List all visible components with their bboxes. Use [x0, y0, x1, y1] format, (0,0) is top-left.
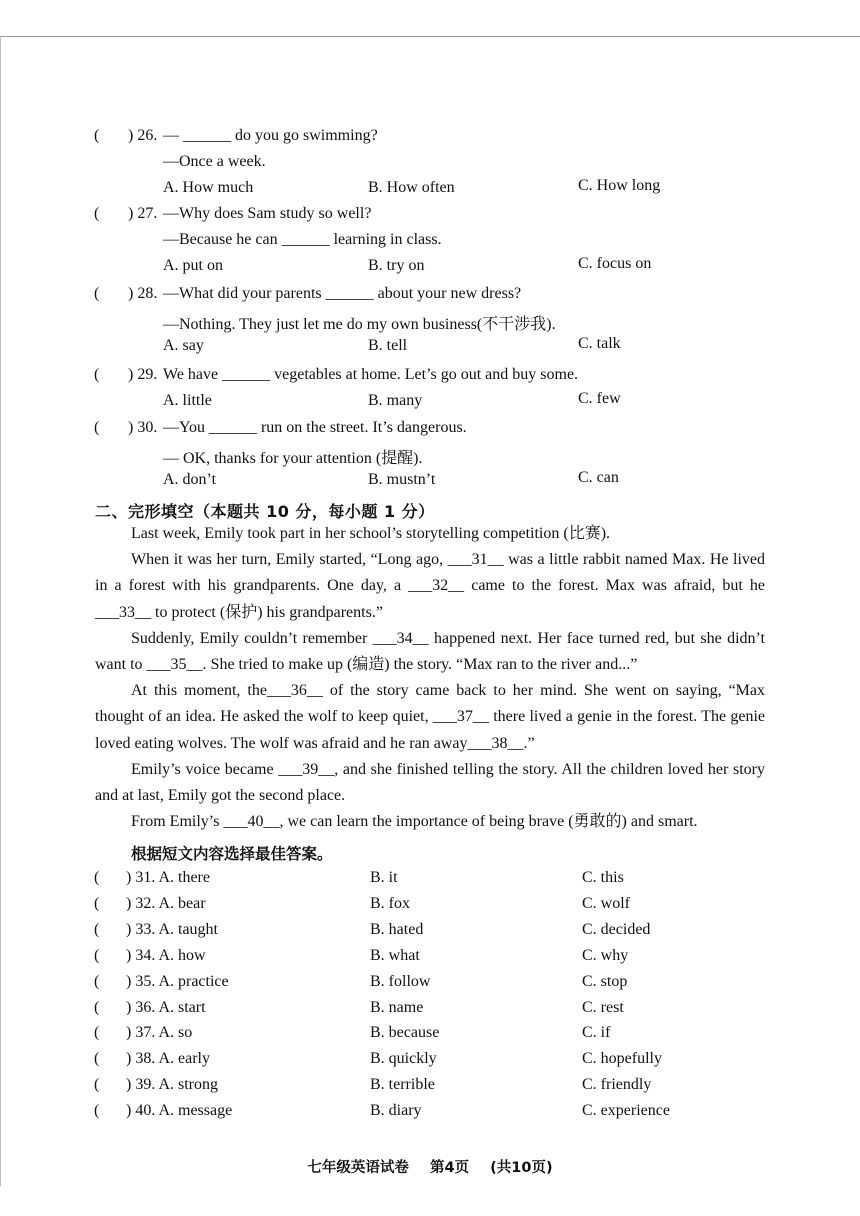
option-c: C. How long	[578, 177, 661, 194]
section-title: 二、完形填空（本题共 10 分，每小题 1 分）	[95, 502, 435, 521]
option-b: B. tell	[368, 337, 408, 354]
page-footer	[0, 1156, 860, 1177]
option-c: C. decided	[582, 921, 651, 938]
passage-paragraph: From Emily’s ___40__, we can learn the importance of being brave (勇敢的) and smart.	[131, 813, 698, 831]
option-b: B. many	[368, 392, 423, 409]
option-a: ) 37. A. so	[126, 1024, 193, 1041]
answer-bracket[interactable]: (	[94, 1076, 100, 1093]
option-a: ) 39. A. strong	[126, 1076, 218, 1093]
option-a: ) 38. A. early	[126, 1050, 210, 1067]
option-a: A. put on	[163, 257, 223, 274]
option-c: C. talk	[578, 335, 621, 352]
option-c: C. can	[578, 469, 619, 486]
option-a: ) 31. A. there	[126, 869, 210, 886]
option-a: ) 40. A. message	[126, 1102, 233, 1119]
question-response: —Because he can ______ learning in class.	[163, 231, 442, 248]
question-text: —What did your parents ______ about your new dress?	[163, 285, 522, 302]
option-c: C. if	[582, 1024, 611, 1041]
passage-paragraph: Suddenly, Emily couldn’t remember ___34__ happened next. Her face turned red, but she didn’t want to ___35__. She tried to make up (编造) the story. “Max ran to the river and...”	[95, 629, 765, 674]
option-b: B. name	[370, 999, 424, 1016]
option-c: C. hopefully	[582, 1050, 662, 1067]
answer-bracket[interactable]: (	[94, 366, 100, 383]
question-number: ) 28.	[128, 285, 158, 302]
question-text: —Why does Sam study so well?	[163, 205, 372, 222]
answer-bracket[interactable]: (	[94, 1102, 100, 1119]
question-number-value: 27	[137, 205, 154, 222]
option-b: B. it	[370, 869, 398, 886]
option-b: B. How often	[368, 179, 455, 196]
option-a: A. say	[163, 337, 204, 354]
answer-bracket[interactable]: (	[94, 127, 100, 144]
answer-bracket[interactable]: (	[94, 947, 100, 964]
question-number-value: 29	[137, 366, 154, 383]
question-number: ) 30.	[128, 419, 158, 436]
option-a: ) 32. A. bear	[126, 895, 206, 912]
option-c: C. few	[578, 390, 621, 407]
question-text: We have ______ vegetables at home. Let’s go out and buy some.	[163, 366, 579, 383]
passage-paragraph: Emily’s voice became ___39__, and she finished telling the story. All the children loved her story and at last, Emily got the second place.	[95, 760, 765, 805]
footer-total: (共10页)	[490, 1160, 553, 1176]
passage-paragraph: At this moment, the___36__ of the story came back to her mind. She went on saying, “Max thought of an idea. He asked the wolf to keep quiet, ___37__ there lived a genie in the forest. The genie loved eating wolves. The wolf was afraid and he ran away___38__.”	[95, 682, 765, 752]
footer-page: 第4页	[429, 1160, 470, 1176]
answer-bracket[interactable]: (	[94, 895, 100, 912]
passage-paragraph: Last week, Emily took part in her school’s storytelling competition (比赛).	[131, 525, 611, 542]
option-b: B. quickly	[370, 1050, 437, 1067]
answer-bracket[interactable]: (	[94, 1024, 100, 1041]
answer-bracket[interactable]: (	[94, 419, 100, 436]
answer-bracket[interactable]: (	[94, 973, 100, 990]
option-b: B. follow	[370, 973, 431, 990]
question-number: ) 26.	[128, 127, 158, 144]
option-b: B. hated	[370, 921, 424, 938]
answer-bracket[interactable]: (	[94, 999, 100, 1016]
cloze-passage	[95, 521, 765, 835]
option-c: C. friendly	[582, 1076, 652, 1093]
answer-bracket[interactable]: (	[94, 285, 100, 302]
option-a: A. How much	[163, 179, 254, 196]
option-b: B. fox	[370, 895, 410, 912]
option-a: A. little	[163, 392, 212, 409]
option-c: C. experience	[582, 1102, 670, 1119]
option-c: C. stop	[582, 973, 628, 990]
option-a: A. don’t	[163, 471, 217, 488]
question-response: —Nothing. They just let me do my own business(不干涉我).	[163, 316, 556, 333]
answer-bracket[interactable]: (	[94, 205, 100, 222]
option-b: B. because	[370, 1024, 440, 1041]
option-b: B. terrible	[370, 1076, 435, 1093]
question-number-value: 30	[137, 419, 154, 436]
cloze-instruction: 根据短文内容选择最佳答案。	[131, 845, 333, 863]
question-number-value: 26	[137, 127, 154, 144]
question-text: — ______ do you go swimming?	[163, 127, 378, 144]
answer-bracket[interactable]: (	[94, 869, 100, 886]
option-b: B. diary	[370, 1102, 422, 1119]
question-response: — OK, thanks for your attention (提醒).	[163, 450, 423, 467]
option-a: ) 36. A. start	[126, 999, 206, 1016]
question-response: —Once a week.	[163, 153, 266, 170]
answer-bracket[interactable]: (	[94, 921, 100, 938]
option-b: B. try on	[368, 257, 425, 274]
option-c: C. focus on	[578, 255, 652, 272]
question-number: ) 29.	[128, 366, 158, 383]
option-c: C. rest	[582, 999, 624, 1016]
option-a: ) 33. A. taught	[126, 921, 218, 938]
option-c: C. this	[582, 869, 624, 886]
option-a: ) 35. A. practice	[126, 973, 229, 990]
option-c: C. why	[582, 947, 629, 964]
question-text: —You ______ run on the street. It’s dangerous.	[163, 419, 467, 436]
question-number-value: 28	[137, 285, 154, 302]
option-b: B. mustn’t	[368, 471, 436, 488]
passage-paragraph: When it was her turn, Emily started, “Long ago, ___31__ was a little rabbit named Max. He lived in a forest with his grandparents. One day, a ___32__ came to the forest. Max was afraid, but he ___33__ to protect (保护) his grandparents.”	[95, 551, 765, 621]
option-b: B. what	[370, 947, 420, 964]
option-a: ) 34. A. how	[126, 947, 206, 964]
footer-subject: 七年级英语试卷	[307, 1160, 409, 1176]
question-number: ) 27.	[128, 205, 158, 222]
option-c: C. wolf	[582, 895, 630, 912]
answer-bracket[interactable]: (	[94, 1050, 100, 1067]
